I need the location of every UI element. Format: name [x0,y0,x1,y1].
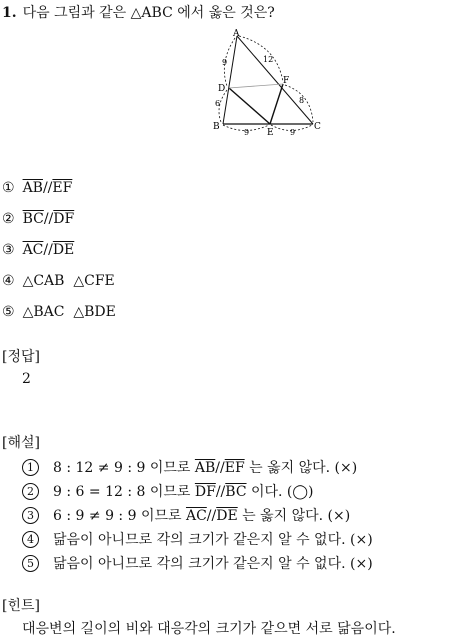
option-number: ③ [2,242,15,258]
segment-label: $\overline{BC}$ [22,211,44,227]
measure-db: 6 [215,99,221,108]
parallel-symbol: // [206,508,217,524]
explanation-text: 닮음이 아니므로 각의 크기가 같은지 알 수 없다. (×) [53,532,373,548]
parallel-symbol: // [43,242,53,258]
triangle-figure [205,28,330,140]
segment-label: $\overline{DE}$ [52,242,75,258]
option-number: ④ [2,273,15,289]
option-number: ② [2,211,15,227]
explanation-text: 6 : 9 ≠ 9 : 9 이므로 [53,508,186,524]
segment-label: $\overline{AB}$ [194,460,216,476]
option-number: ① [2,180,15,196]
hint-label: [힌트] [2,598,40,614]
circled-number: 1 [22,459,39,476]
question [2,2,275,22]
label-f: F [283,76,290,86]
label-e: E [267,128,274,138]
arc-af [239,36,283,82]
question-number: 1. [2,5,17,21]
label-d: D [218,84,226,94]
segment-df [229,84,283,88]
option-2[interactable] [2,211,74,227]
segment-label: $\overline{AB}$ [22,180,43,196]
parallel-symbol: // [215,460,225,476]
parallel-symbol: // [215,484,226,500]
option-4[interactable] [2,273,115,289]
explanation-text: 는 옳지 않다. (×) [244,460,358,476]
option-1[interactable] [2,180,72,196]
option-3[interactable] [2,242,74,258]
explanation-text: 닮음이 아니므로 각의 크기가 같은지 알 수 없다. (×) [53,556,373,572]
segment-label: $\overline{EF}$ [224,460,245,476]
segment-ef [270,84,283,124]
explanation-item-1 [22,457,357,477]
segment-label: $\overline{DF}$ [194,484,216,500]
explanation-item-5 [22,553,373,573]
label-a: A [233,29,240,39]
segment-label: $\overline{AC}$ [22,242,44,258]
segment-label: $\overline{AC}$ [185,508,207,524]
measure-be: 9 [244,128,250,137]
answer-value: 2 [22,371,31,387]
explanation-label: [해설] [2,435,40,451]
explanation-item-4 [22,529,373,549]
measure-ad: 9 [222,58,228,67]
segment-label: $\overline{EF}$ [52,180,73,196]
explanation-text: 이다. (◯) [246,484,314,500]
explanation-text: 8 : 12 ≠ 9 : 9 이므로 [53,460,195,476]
circled-number: 2 [22,483,39,500]
circled-number: 5 [22,555,39,572]
hint-text: 대응변의 길이의 비와 대응각의 크기가 같으면 서로 닮음이다. [22,621,396,637]
answer-label: [정답] [2,349,40,365]
circled-number: 4 [22,531,39,548]
segment-label: $\overline{DF}$ [53,211,75,227]
option-text: △BAC △BDE [22,304,116,320]
option-number: ⑤ [2,304,15,320]
measure-af: 12 [263,55,274,64]
segment-label: $\overline{BC}$ [225,484,247,500]
measure-ec: 9 [290,128,296,137]
option-text: △CAB △CFE [22,273,115,289]
explanation-item-3 [22,505,350,525]
explanation-item-2 [22,481,314,501]
label-c: C [314,122,321,132]
question-text: 다음 그림과 같은 △ABC 에서 옳은 것은? [22,5,275,21]
parallel-symbol: // [42,180,53,196]
parallel-symbol: // [43,211,54,227]
label-b: B [213,122,220,132]
measure-fc: 8 [299,96,305,105]
explanation-text: 9 : 6 = 12 : 8 이므로 [53,484,195,500]
explanation-text: 는 옳지 않다. (×) [237,508,351,524]
segment-de [229,88,270,124]
circled-number: 3 [22,507,39,524]
option-5[interactable] [2,304,116,320]
segment-label: $\overline{DE}$ [216,508,238,524]
